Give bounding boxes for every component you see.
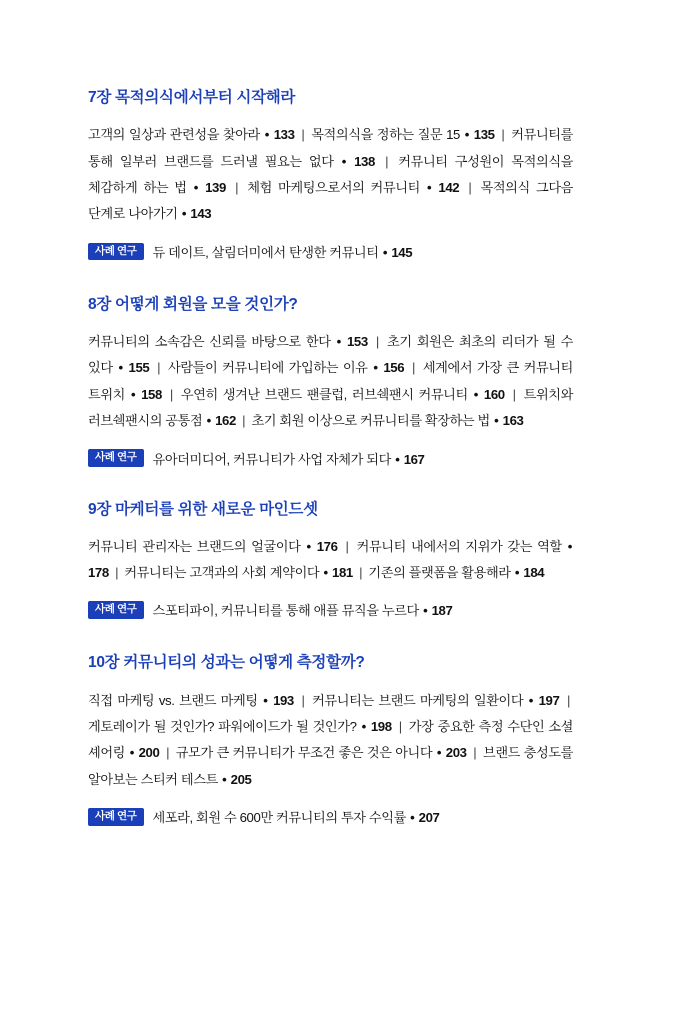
- toc-entry-page: 143: [190, 206, 212, 222]
- toc-entry-page: 160: [483, 386, 505, 402]
- case-study-title: 유아더미디어, 커뮤니티가 사업 자체가 되다: [152, 451, 391, 467]
- toc-entry-dot: •: [113, 360, 128, 376]
- toc-entry-separator: |: [152, 360, 165, 376]
- toc-entry-text: 기존의 플랫폼을 활용해라: [368, 565, 511, 581]
- case-study-text: [153, 600, 453, 619]
- toc-entry-text: 체험 마케팅으로서의 커뮤니티: [247, 179, 420, 195]
- toc-entry-dot: •: [524, 692, 538, 708]
- toc-entry-dot: •: [178, 206, 190, 222]
- toc-entry-text: 브랜드 충성도를 알아보는 스티커 테스트: [88, 745, 574, 787]
- toc-entry-text: 직접 마케팅 vs. 브랜드 마케팅: [88, 692, 258, 708]
- case-study-badge: 사례 연구: [88, 808, 144, 826]
- toc-entry-text: 세계에서 가장 큰 커뮤니티 트위치: [88, 360, 573, 402]
- toc-entry-text: 커뮤니티의 소속감은 신뢰를 바탕으로 한다: [88, 333, 331, 349]
- toc-entry-page: 203: [445, 745, 467, 761]
- toc-entry-page: 142: [438, 179, 460, 195]
- toc-entry-separator: |: [162, 745, 173, 761]
- toc-entry-separator: |: [228, 179, 245, 195]
- toc-entry-page: 153: [346, 333, 368, 349]
- toc-entry-page: 158: [141, 386, 162, 402]
- toc-entry-separator: |: [297, 127, 309, 143]
- case-study-dot: •: [419, 603, 431, 619]
- toc-entry-dot: •: [490, 413, 502, 429]
- toc-entry-page: 138: [354, 153, 375, 169]
- toc-entry-dot: •: [260, 127, 273, 143]
- chapter-section: [88, 295, 573, 468]
- toc-entry-text: 커뮤니티를 통해 일부러 브랜드를 드러낼 필요는 없다: [88, 127, 573, 169]
- toc-entry-page: 178: [88, 565, 109, 581]
- toc-entry-separator: |: [562, 692, 571, 708]
- case-study-title: 듀 데이트, 살림더미에서 탄생한 커뮤니티: [152, 244, 379, 260]
- toc-entry-separator: |: [507, 386, 521, 402]
- toc-entry-dot: •: [187, 179, 205, 195]
- toc-entry-separator: |: [164, 386, 178, 402]
- toc-entry-separator: |: [238, 413, 249, 429]
- toc-entry-page: 133: [273, 127, 295, 143]
- toc-entry-page: 155: [128, 360, 150, 376]
- case-study-dot: •: [406, 810, 418, 826]
- toc-entry-separator: |: [111, 565, 122, 581]
- chapter-title: 7장 목적의식에서부터 시작해라: [88, 89, 296, 106]
- toc-entry-dot: •: [218, 771, 230, 787]
- toc-entry-page: 197: [538, 692, 560, 708]
- toc-entry-page: 139: [205, 179, 226, 195]
- case-study-dot: •: [379, 244, 391, 260]
- toc-entry-page: 193: [273, 692, 294, 708]
- toc-entry-text: 커뮤니티는 고객과의 사회 계약이다: [124, 565, 320, 581]
- toc-entry-text: 트위치와 러브쉑팬시의 공통점: [88, 386, 573, 429]
- toc-entry-page: 205: [230, 771, 252, 787]
- chapter-section: [88, 653, 573, 826]
- toc-entry-dot: •: [357, 719, 370, 735]
- toc-entry-page: 200: [138, 745, 160, 761]
- toc-entry-text: 사람들이 커뮤니티에 가입하는 이유: [168, 360, 368, 376]
- case-study-text: [153, 242, 413, 261]
- toc-entry-dot: •: [320, 565, 332, 581]
- case-study-row: [88, 449, 573, 468]
- toc-entry-text: 커뮤니티는 브랜드 마케팅의 일환이다: [312, 692, 524, 708]
- toc-entry-separator: |: [296, 692, 310, 708]
- toc-entry-dot: •: [331, 333, 346, 349]
- toc-entry-separator: |: [469, 745, 480, 761]
- case-study-title: 스포티파이, 커뮤니티를 통해 애플 뮤직을 누르다: [152, 603, 419, 619]
- case-study-badge: 사례 연구: [88, 601, 144, 619]
- chapter-entries: [88, 122, 573, 228]
- toc-entry-separator: |: [370, 333, 385, 349]
- toc-entry-separator: |: [340, 538, 354, 554]
- toc-entry-text: 게토레이가 될 것인가? 파워에이드가 될 것인가?: [88, 719, 357, 735]
- toc-entry-text: 커뮤니티 관리자는 브랜드의 얼굴이다: [88, 538, 301, 554]
- toc-entry-text: 초기 회원은 최초의 리더가 될 수 있다: [88, 333, 573, 376]
- toc-entry-text: 규모가 큰 커뮤니티가 무조건 좋은 것은 아니다: [175, 745, 433, 761]
- toc-entry-page: 162: [215, 413, 236, 429]
- case-study-dot: •: [391, 451, 403, 467]
- case-study-text: [153, 449, 425, 468]
- toc-entry-dot: •: [203, 413, 215, 429]
- toc-entry-page: 198: [370, 719, 392, 735]
- chapter-entries: [88, 329, 573, 435]
- case-study-row: [88, 600, 573, 619]
- case-study-page: 167: [403, 451, 425, 467]
- chapter-entries: [88, 534, 573, 587]
- toc-entry-page: 163: [502, 413, 524, 429]
- toc-entry-text: 고객의 일상과 관련성을 찾아라: [88, 127, 260, 143]
- toc-entry-page: 156: [383, 360, 405, 376]
- toc-entry-page: 181: [332, 565, 353, 581]
- toc-entry-separator: |: [462, 179, 478, 195]
- toc-entry-separator: |: [407, 360, 420, 376]
- case-study-title: 세포라, 회원 수 600만 커뮤니티의 투자 수익률: [152, 810, 406, 826]
- toc-entry-dot: •: [511, 565, 523, 581]
- toc-entry-page: 184: [523, 565, 545, 581]
- case-study-text: [153, 807, 440, 826]
- toc-entry-text: 목적의식 그다음 단계로 나아가기: [88, 179, 574, 222]
- toc-entry-page: 135: [473, 127, 495, 143]
- case-study-page: 145: [391, 244, 413, 260]
- toc-entry-text: 가장 중요한 측정 수단인 소셜 셰어링: [88, 719, 574, 761]
- toc-entry-text: 커뮤니티 구성원이 목적의식을 체감하게 하는 법: [88, 153, 573, 195]
- toc-entry-page: 176: [316, 538, 338, 554]
- toc-entry-dot: •: [258, 692, 273, 708]
- toc-entry-dot: •: [562, 538, 572, 554]
- case-study-page: 207: [418, 810, 440, 826]
- case-study-row: [88, 242, 573, 261]
- toc-entry-dot: •: [126, 745, 138, 761]
- case-study-badge: 사례 연구: [88, 449, 144, 467]
- chapter-section: [88, 88, 573, 261]
- toc-entry-separator: |: [377, 153, 396, 169]
- toc-entry-separator: |: [497, 127, 509, 143]
- toc-entry-dot: •: [368, 360, 383, 376]
- toc-entry-dot: •: [468, 386, 483, 402]
- toc-entry-dot: •: [126, 386, 141, 402]
- toc-entry-dot: •: [460, 127, 473, 143]
- chapter-title: 9장 마케터를 위한 새로운 마인드셋: [88, 500, 318, 518]
- toc-entry-separator: |: [355, 565, 366, 581]
- case-study-row: [88, 807, 573, 826]
- toc-entry-text: 우연히 생겨난 브랜드 팬클럽, 러브쉑팬시 커뮤니티: [180, 386, 468, 402]
- chapter-title: 10장 커뮤니티의 성과는 어떻게 측정할까?: [88, 654, 365, 672]
- toc-entry-text: 초기 회원 이상으로 커뮤니티를 확장하는 법: [251, 413, 490, 429]
- toc-entry-text: 목적의식을 정하는 질문 15: [311, 127, 460, 143]
- toc-entry-dot: •: [433, 745, 445, 761]
- case-study-badge: 사례 연구: [88, 243, 144, 261]
- toc-entry-dot: •: [334, 153, 354, 169]
- toc-entry-separator: |: [394, 719, 406, 735]
- chapter-title: 8장 어떻게 회원을 모을 것인가?: [88, 295, 298, 313]
- toc-entry-dot: •: [420, 179, 438, 195]
- chapter-section: [88, 500, 573, 620]
- toc-entry-text: 커뮤니티 내에서의 지위가 갖는 역할: [356, 538, 562, 554]
- case-study-page: 187: [431, 603, 453, 619]
- chapter-entries: [88, 688, 573, 794]
- toc-entry-dot: •: [301, 538, 316, 554]
